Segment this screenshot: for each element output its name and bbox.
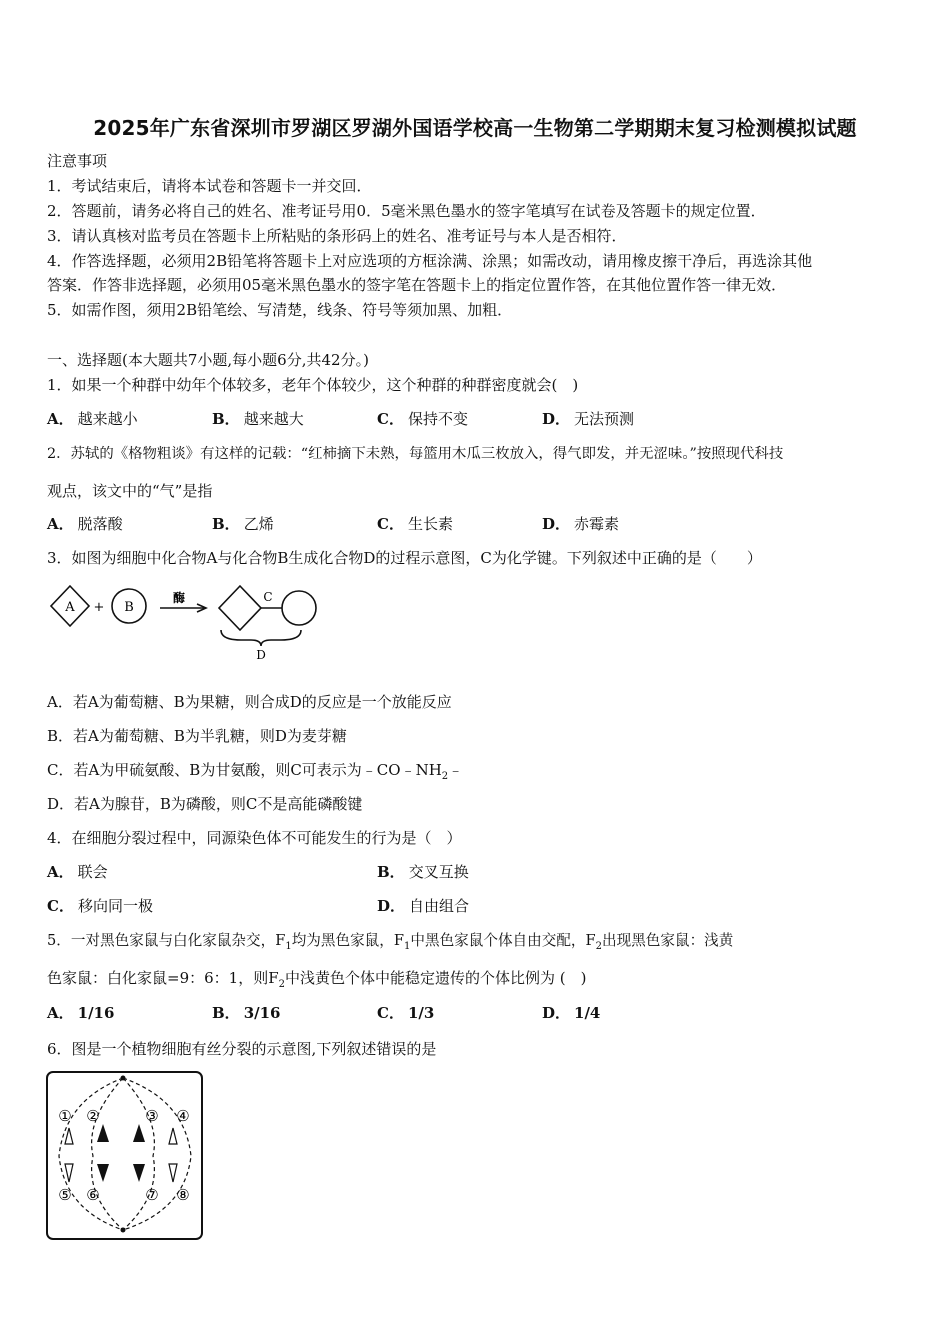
question-1-stem: 1．如果一个种群中幼年个体较多，老年个体较少，这个种群的种群密度就会( ) (47, 376, 579, 394)
chromosomes-bottom (65, 1164, 177, 1182)
q2-option-a: A． 脱落酸 (47, 515, 123, 533)
q4-option-c: C． 移向同一极 (47, 897, 153, 915)
q5-option-b: B． 3/16 (212, 1004, 281, 1022)
label-a: A (65, 600, 75, 615)
product-a-part (219, 586, 261, 630)
q2-option-b: B． 乙烯 (212, 515, 274, 533)
page-title: 2025年广东省深圳市罗湖区罗湖外国语学校高一生物第二学期期末复习检测模拟试题 (93, 116, 857, 140)
spindle-pole-top (121, 1076, 126, 1081)
question-3-stem: 3．如图为细胞中化合物A与化合物B生成化合物D的过程示意图，C为化学键。下列叙述中正确的是（ ） (47, 549, 762, 567)
q5-option-c: C． 1/3 (377, 1004, 435, 1022)
notes-heading: 注意事项 (47, 152, 108, 170)
label-4: ④ (176, 1107, 190, 1125)
note-item: 2．答题前，请务必将自己的姓名、准考证号用0．5毫米黑色墨水的签字笔填写在试卷及答题卡的规定位置． (47, 202, 766, 220)
label-3: ③ (145, 1107, 159, 1125)
q1-option-a: A． 越来越小 (47, 410, 138, 428)
q2-option-c: C． 生长素 (377, 515, 453, 533)
product-b-part (282, 591, 316, 625)
brace-d (221, 630, 301, 646)
label-2: ② (86, 1107, 100, 1125)
label-d: D (256, 648, 266, 662)
q3-option-d: D．若A为腺苷，B为磷酸，则C不是高能磷酸键 (47, 795, 363, 813)
spindle-fibers (59, 1078, 191, 1230)
q3-option-b: B．若A为葡萄糖、B为半乳糖，则D为麦芽糖 (47, 727, 347, 745)
label-1: ① (58, 1107, 72, 1125)
q4-option-a: A． 联会 (47, 863, 108, 881)
question-4-stem: 4．在细胞分裂过程中，同源染色体不可能发生的行为是（ ） (47, 829, 462, 847)
question-5-stem: 5．一对黑色家鼠与白化家鼠杂交，$F_1$均为黑色家鼠，$F_1$中黑色家鼠个体自由交配，$F_2$出现黑色家鼠：浅黄 (47, 932, 734, 952)
q1-option-b: B． 越来越大 (212, 410, 304, 428)
question-5-stem-cont: 色家鼠：白化家鼠=9：6：1，则$F_2$中浅黄色个体中能稳定遗传的个体比例为 ( ) (47, 969, 587, 990)
q5-option-a: A． 1/16 (47, 1004, 115, 1022)
label-enzyme: 酶 (172, 591, 186, 605)
question-6-stem: 6．图是一个植物细胞有丝分裂的示意图,下列叙述错误的是 (47, 1040, 437, 1058)
q1-option-c: C． 保持不变 (377, 410, 468, 428)
spindle-pole-bottom (121, 1228, 126, 1233)
label-c: C (263, 590, 273, 604)
question-2-stem: 2．苏轼的《格物粗谈》有这样的记载：“红柿摘下未熟，每篮用木瓜三枚放入，得气即发，并无涩味。”按照现代科技 (47, 446, 784, 462)
note-item: 4．作答选择题，必须用2B铅笔将答题卡上对应选项的方框涂满、涂黑；如需改动，请用橡皮擦干净后，再选涂其他 (47, 252, 813, 270)
q4-option-d: D． 自由组合 (377, 897, 470, 915)
note-item: 5．如需作图，须用2B铅笔绘、写清楚，线条、符号等须加黑、加粗． (47, 301, 513, 319)
label-6: ⑥ (86, 1186, 100, 1204)
chromosomes-solid (97, 1124, 145, 1182)
plus-sign: + (93, 600, 105, 615)
label-8: ⑧ (176, 1186, 190, 1204)
label-7: ⑦ (145, 1186, 159, 1204)
q5-option-d: D． 1/4 (542, 1004, 601, 1022)
q4-option-b: B． 交叉互换 (377, 863, 469, 881)
cell-wall (47, 1072, 202, 1239)
question-2-stem-cont: 观点，该文中的“气”是指 (47, 482, 213, 500)
section-heading: 一、选择题(本大题共7小题,每小题6分,共42分。) (47, 351, 369, 369)
q1-option-d: D． 无法预测 (542, 410, 635, 428)
label-5: ⑤ (58, 1186, 72, 1204)
chromosomes-top (65, 1128, 177, 1144)
note-item: 答案．作答非选择题，必须用05毫米黑色墨水的签字笔在答题卡上的指定位置作答，在其他位置作答一律无效． (47, 276, 787, 294)
q3-reaction-figure (45, 582, 325, 664)
q3-option-a: A．若A为葡萄糖、B为果糖，则合成D的反应是一个放能反应 (47, 693, 452, 711)
note-item: 1．考试结束后，请将本试卷和答题卡一并交回． (47, 177, 372, 195)
label-b: B (124, 600, 134, 615)
q6-mitosis-figure (45, 1070, 205, 1242)
q2-option-d: D． 赤霉素 (542, 515, 620, 533)
note-item: 3．请认真核对监考员在答题卡上所粘贴的条形码上的姓名、准考证号与本人是否相符． (47, 227, 627, 245)
q3-option-c: C．若A为甲硫氨酸、B为甘氨酸，则C可表示为$﹣CO﹣NH_2﹣$ (47, 761, 464, 782)
